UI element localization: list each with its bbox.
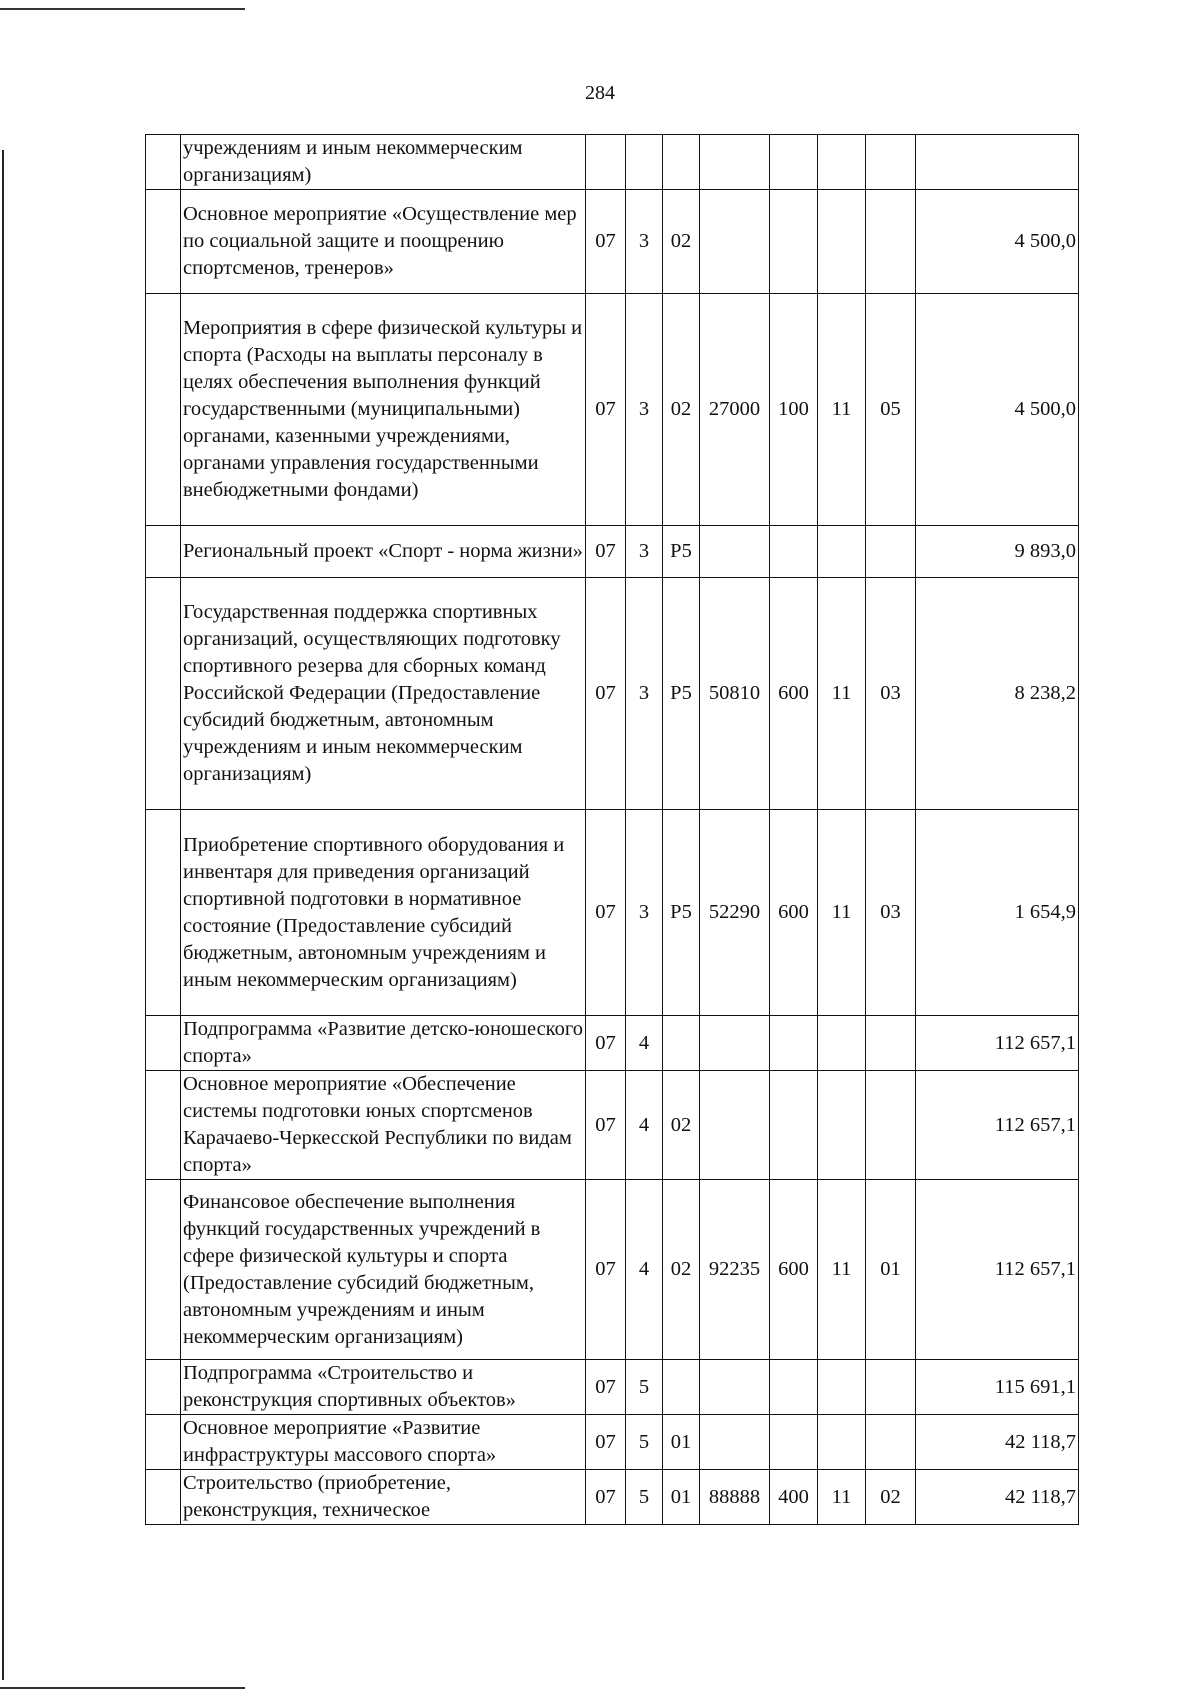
code-m2: 88888 [700, 1470, 770, 1525]
code-pr: 5 [626, 1415, 663, 1470]
code-rz: 07 [586, 190, 626, 294]
row-name: Финансовое обеспечение выполнения функций государственных учреждений в сфере физической культуры и спорта (Предоставление субсидий бюджетным, автономным учреждениям и иным некоммерческим организациям) [181, 1180, 586, 1360]
table-row [146, 810, 1079, 1016]
row-name: Подпрограмма «Строительство и реконструкция спортивных объектов» [181, 1360, 586, 1415]
code-rz: 07 [586, 1180, 626, 1360]
code-m1: 01 [663, 1470, 700, 1525]
code-c7: 03 [866, 578, 916, 810]
row-name: учреждениям и иным некоммерческим организациям) [181, 135, 586, 190]
code-pr: 5 [626, 1360, 663, 1415]
code-m2: 50810 [700, 578, 770, 810]
code-vr [770, 1415, 818, 1470]
code-c7 [866, 1016, 916, 1071]
row-name: Подпрограмма «Развитие детско-юношеского спорта» [181, 1016, 586, 1071]
code-m2: 92235 [700, 1180, 770, 1360]
table-row [146, 1016, 1079, 1071]
code-c7: 02 [866, 1470, 916, 1525]
budget-table [145, 134, 1079, 1525]
code-pr: 3 [626, 526, 663, 578]
code-pr: 4 [626, 1071, 663, 1180]
code-m1: 02 [663, 1071, 700, 1180]
row-amount: 4 500,0 [916, 294, 1079, 526]
code-m1: 02 [663, 1180, 700, 1360]
row-index-cell [146, 1470, 181, 1525]
code-c7 [866, 135, 916, 190]
code-m2 [700, 1071, 770, 1180]
row-amount [916, 135, 1079, 190]
code-rz: 07 [586, 526, 626, 578]
row-index-cell [146, 135, 181, 190]
row-index-cell [146, 526, 181, 578]
code-m2 [700, 190, 770, 294]
code-m1: P5 [663, 810, 700, 1016]
code-vr [770, 1016, 818, 1071]
table-row [146, 135, 1079, 190]
row-amount: 112 657,1 [916, 1016, 1079, 1071]
code-c7 [866, 526, 916, 578]
row-amount: 115 691,1 [916, 1360, 1079, 1415]
code-m2 [700, 135, 770, 190]
scan-edge-left [2, 150, 4, 1680]
code-pr: 3 [626, 294, 663, 526]
code-m1: 02 [663, 294, 700, 526]
row-name: Основное мероприятие «Осуществление мер по социальной защите и поощрению спортсменов, тренеров» [181, 190, 586, 294]
code-pr: 3 [626, 578, 663, 810]
page-number: 284 [585, 82, 615, 104]
code-m1 [663, 135, 700, 190]
row-index-cell [146, 810, 181, 1016]
code-m1 [663, 1360, 700, 1415]
row-name: Основное мероприятие «Обеспечение системы подготовки юных спортсменов Карачаево-Черкесской Республики по видам спорта» [181, 1071, 586, 1180]
code-c6 [818, 135, 866, 190]
table-row [146, 190, 1079, 294]
code-c7 [866, 1415, 916, 1470]
code-c6: 11 [818, 810, 866, 1016]
code-vr: 400 [770, 1470, 818, 1525]
code-c7 [866, 190, 916, 294]
row-name: Основное мероприятие «Развитие инфраструктуры массового спорта» [181, 1415, 586, 1470]
code-vr [770, 190, 818, 294]
row-amount: 112 657,1 [916, 1071, 1079, 1180]
code-c7 [866, 1071, 916, 1180]
table-row [146, 294, 1079, 526]
code-pr [626, 135, 663, 190]
table-row [146, 1415, 1079, 1470]
row-index-cell [146, 1016, 181, 1071]
code-m2 [700, 1415, 770, 1470]
code-vr: 600 [770, 810, 818, 1016]
row-amount: 112 657,1 [916, 1180, 1079, 1360]
code-vr [770, 526, 818, 578]
code-c6 [818, 190, 866, 294]
code-vr [770, 1071, 818, 1180]
code-m2 [700, 1360, 770, 1415]
code-pr: 4 [626, 1180, 663, 1360]
table-row [146, 526, 1079, 578]
code-rz: 07 [586, 294, 626, 526]
table-row [146, 1071, 1079, 1180]
table-row [146, 1470, 1079, 1525]
code-rz [586, 135, 626, 190]
code-c6 [818, 526, 866, 578]
row-amount: 8 238,2 [916, 578, 1079, 810]
code-vr [770, 1360, 818, 1415]
code-c7: 03 [866, 810, 916, 1016]
code-m1: P5 [663, 526, 700, 578]
code-c6: 11 [818, 1180, 866, 1360]
code-c6: 11 [818, 1470, 866, 1525]
code-c6: 11 [818, 294, 866, 526]
scan-edge-top [0, 8, 245, 10]
code-pr: 3 [626, 810, 663, 1016]
code-m2: 52290 [700, 810, 770, 1016]
row-name: Государственная поддержка спортивных организаций, осуществляющих подготовку спортивного резерва для сборных команд Российской Федерации (Предоставление субсидий бюджетным, автономным учреждениям и иным некоммерческим организациям) [181, 578, 586, 810]
row-amount: 9 893,0 [916, 526, 1079, 578]
code-m1 [663, 1016, 700, 1071]
code-c6 [818, 1360, 866, 1415]
code-c6: 11 [818, 578, 866, 810]
code-vr: 100 [770, 294, 818, 526]
code-c7 [866, 1360, 916, 1415]
code-rz: 07 [586, 578, 626, 810]
row-name: Строительство (приобретение, реконструкция, техническое [181, 1470, 586, 1525]
code-rz: 07 [586, 1360, 626, 1415]
code-c7: 05 [866, 294, 916, 526]
code-m1: 01 [663, 1415, 700, 1470]
code-vr: 600 [770, 578, 818, 810]
row-amount: 42 118,7 [916, 1415, 1079, 1470]
code-pr: 3 [626, 190, 663, 294]
code-m1: 02 [663, 190, 700, 294]
code-pr: 4 [626, 1016, 663, 1071]
row-amount: 4 500,0 [916, 190, 1079, 294]
row-index-cell [146, 578, 181, 810]
table-row [146, 1180, 1079, 1360]
code-rz: 07 [586, 1071, 626, 1180]
code-rz: 07 [586, 810, 626, 1016]
code-m2 [700, 1016, 770, 1071]
row-name: Региональный проект «Спорт - норма жизни» [181, 526, 586, 578]
code-c6 [818, 1071, 866, 1180]
code-rz: 07 [586, 1016, 626, 1071]
scan-edge-bottom [0, 1687, 245, 1689]
row-index-cell [146, 1180, 181, 1360]
row-index-cell [146, 1071, 181, 1180]
code-vr [770, 135, 818, 190]
row-name: Приобретение спортивного оборудования и инвентаря для приведения организаций спортивной подготовки в нормативное состояние (Предоставление субсидий бюджетным, автономным учреждениям и иным некоммерческим организациям) [181, 810, 586, 1016]
code-m1: P5 [663, 578, 700, 810]
row-index-cell [146, 294, 181, 526]
code-m2 [700, 526, 770, 578]
row-index-cell [146, 190, 181, 294]
row-amount: 42 118,7 [916, 1470, 1079, 1525]
code-c7: 01 [866, 1180, 916, 1360]
code-c6 [818, 1016, 866, 1071]
code-m2: 27000 [700, 294, 770, 526]
code-vr: 600 [770, 1180, 818, 1360]
table-row [146, 1360, 1079, 1415]
row-name: Мероприятия в сфере физической культуры и спорта (Расходы на выплаты персоналу в целях обеспечения выполнения функций государственными (муниципальными) органами, казенными учреждениями, органами управления государственными внебюджетными фондами) [181, 294, 586, 526]
code-pr: 5 [626, 1470, 663, 1525]
code-c6 [818, 1415, 866, 1470]
row-index-cell [146, 1415, 181, 1470]
code-rz: 07 [586, 1470, 626, 1525]
table-row [146, 578, 1079, 810]
code-rz: 07 [586, 1415, 626, 1470]
row-index-cell [146, 1360, 181, 1415]
row-amount: 1 654,9 [916, 810, 1079, 1016]
